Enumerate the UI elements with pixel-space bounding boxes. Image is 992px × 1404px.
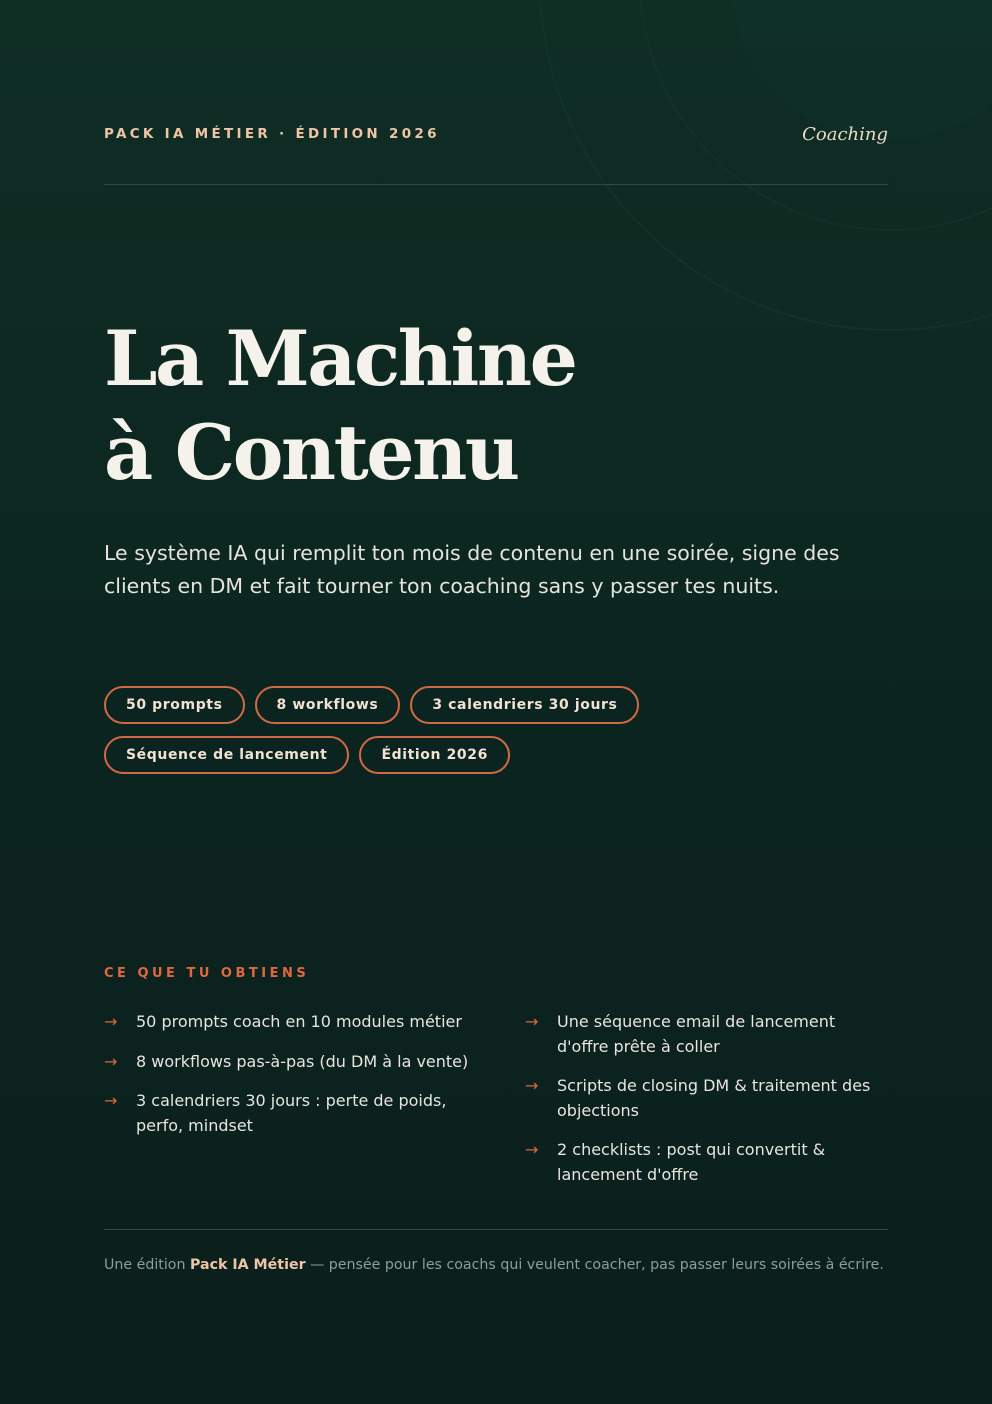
top-bar [104,126,888,150]
title-line-1: La Machine [104,314,576,403]
list-item-text: Une séquence email de lancement d'offre prête à coller [557,1012,836,1056]
page-title [104,312,576,500]
title-line-2: à Contenu [104,408,518,497]
header-divider [104,184,888,185]
chip-calendars: 3 calendriers 30 jours [410,686,639,724]
list-item [525,1010,890,1059]
subtitle: Le système IA qui remplit ton mois de contenu en une soirée, signe des clients en DM et fait tourner ton coaching sans y passer tes nuits. [104,541,840,598]
list-item-text: 3 calendriers 30 jours : perte de poids, perfo, mindset [136,1091,447,1135]
arrow-right-icon: → [104,1012,118,1031]
list-item-text: Scripts de closing DM & traitement des objections [557,1076,871,1120]
footer-divider [104,1229,888,1230]
footer-brand: Pack IA Métier [189,1257,306,1273]
arrow-right-icon: → [525,1076,539,1095]
footer-prefix: Une édition [104,1257,190,1273]
list-item [104,1010,474,1035]
brand-label: PACK IA MÉTIER · ÉDITION 2026 [104,126,440,142]
benefits-list-left [104,1010,474,1153]
benefits-heading: CE QUE TU OBTIENS [104,966,310,981]
arrow-right-icon: → [104,1091,118,1110]
chip-launch-sequence: Séquence de lancement [104,736,349,774]
chip-edition: Édition 2026 [359,736,510,774]
topic-label: Coaching [802,124,888,145]
list-item [525,1074,890,1123]
feature-chips [104,686,864,774]
footer-suffix: — pensée pour les coachs qui veulent coacher, pas passer leurs soirées à écrire. [305,1257,884,1273]
chip-workflows: 8 workflows [255,686,401,724]
chip-prompts: 50 prompts [104,686,245,724]
list-item-text: 2 checklists : post qui convertit & lancement d'offre [557,1140,826,1184]
list-item-text: 8 workflows pas-à-pas (du DM à la vente) [136,1051,469,1071]
arrow-right-icon: → [104,1051,118,1071]
footer-note [104,1257,904,1273]
arrow-right-icon: → [525,1012,539,1031]
arrow-right-icon: → [525,1140,539,1159]
list-item-text: 50 prompts coach en 10 modules métier [136,1012,462,1031]
list-item [525,1138,890,1187]
list-item [104,1089,474,1138]
list-item [104,1050,474,1075]
benefits-list-right [525,1010,890,1202]
